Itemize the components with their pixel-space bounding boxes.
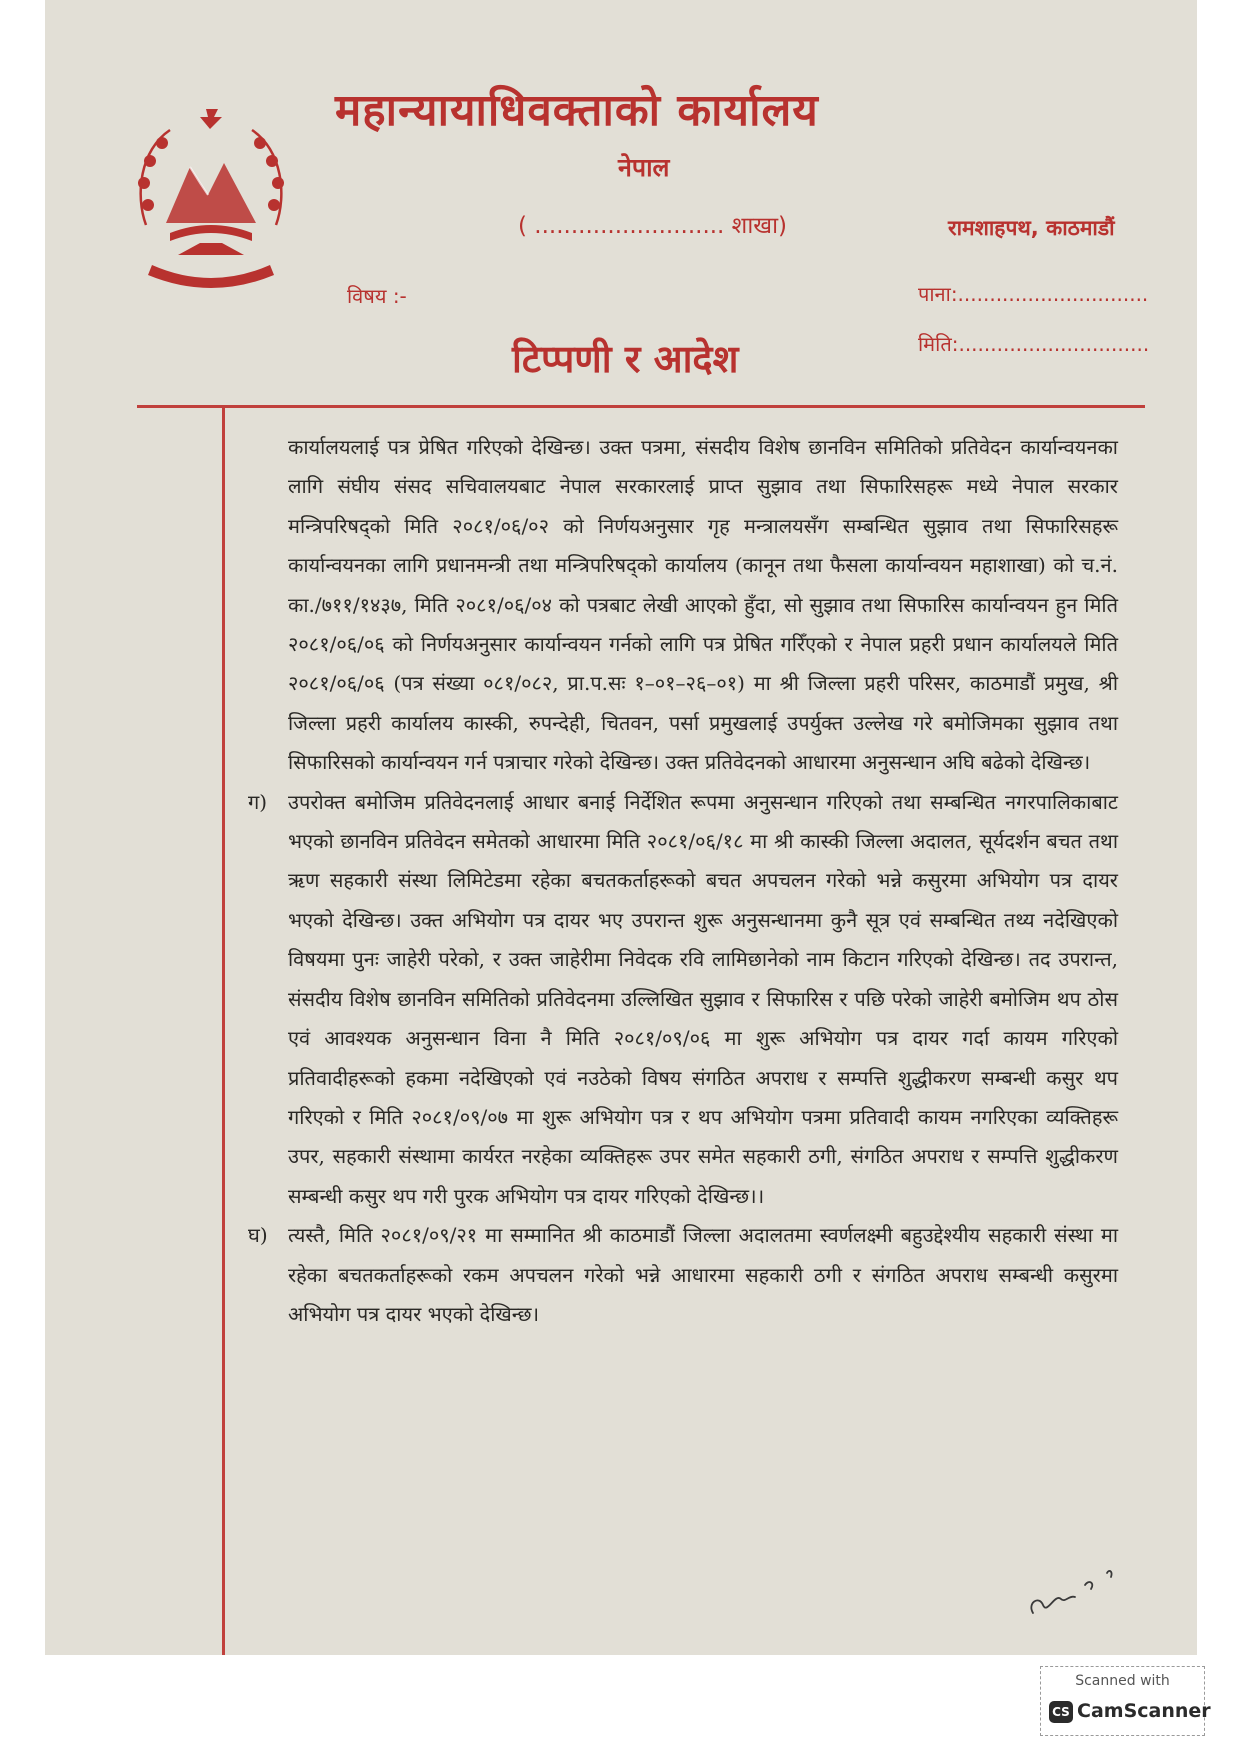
paragraph-text: त्यस्तै, मिति २०८१/०९/२१ मा सम्मानित श्री काठमाडौं जिल्ला अदालतमा स्वर्णलक्ष्मी बहुउद्देश्यीय सहकारी संस्था मा रहेका बचतकर्ताहरूको रकम अपचलन गरेको भन्ने आधारमा सहकारी ठगी र संगठित अपराध सम्बन्धी कसुरमा अभियोग पत्र दायर भएको देखिन्छ। — [288, 1223, 1118, 1326]
document-heading: टिप्पणी र आदेश — [512, 336, 739, 381]
camscanner-brand: CamScanner — [1077, 1700, 1211, 1722]
header-rule — [137, 405, 1145, 408]
branch-field: ( .......................... शाखा) — [518, 213, 788, 239]
camscanner-icon: CS — [1049, 1701, 1073, 1723]
subject-label: विषय :- — [347, 284, 407, 308]
paragraph-ga — [248, 783, 1118, 1216]
paragraph-text: उपरोक्त बमोजिम प्रतिवेदनलाई आधार बनाई निर्देशित रूपमा अनुसन्धान गरिएको तथा सम्बन्धित नगरपालिकाबाट भएको छानविन प्रतिवेदन समेतको आधारमा मिति २०८१/०६/१८ मा श्री कास्की जिल्ला अदालत, सूर्यदर्शन बचत तथा ऋण सहकारी संस्था लिमिटेडमा रहेका बचतकर्ताहरूको बचत अपचलन गरेको भन्ने कसुरमा अभियोग पत्र दायर भएको देखिन्छ। उक्त अभियोग पत्र दायर भए उपरान्त शुरू अनुसन्धानमा कुनै सूत्र एवं सम्बन्धित तथ्य नदेखिएको विषयमा पुनः जाहेरी परेको, र उक्त जाहेरीमा निवेदक रवि लामिछानेको नाम किटान गरिएको देखिन्छ। तद उपरान्त, संसदीय विशेष छानविन समितिको प्रतिवेदनमा उल्लिखित सुझाव र सिफारिस र पछि परेको जाहेरी बमोजिम थप ठोस एवं आवश्यक अनुसन्धान विना नै मिति २०८१/०९/०६ मा शुरू अभियोग पत्र दायर गर्दा कायम गरिएको प्रतिवादीहरूको हकमा नदेखिएको एवं नउठेको विषय संगठित अपराध र सम्पत्ति शुद्धीकरण सम्बन्धी कसुर थप गरिएको र मिति २०८१/०९/०७ मा शुरू अभियोग पत्र र थप अभियोग पत्रमा प्रतिवादी कायम नगरिएका व्यक्तिहरू उपर, सहकारी संस्थामा कार्यरत नरहेका व्यक्तिहरू उपर समेत सहकारी ठगी, संगठित अपराध र सम्पत्ति शुद्धीकरण सम्बन्धी कसुर थप गरी पुरक अभियोग पत्र दायर गरिएको देखिन्छ।। — [288, 789, 1118, 1208]
paragraph-marker: घ) — [248, 1223, 268, 1248]
page-number-field: पाना:.............................. — [918, 282, 1149, 306]
office-address: रामशाहपथ, काठमाडौं — [948, 216, 1115, 240]
paragraph-continuation: कार्यालयलाई पत्र प्रेषित गरिएको देखिन्छ। उक्त पत्रमा, संसदीय विशेष छानविन समितिको प्रतिवेदन कार्यान्वयनका लागि संघीय संसद सचिवालयबाट नेपाल सरकारलाई प्राप्त सुझाव तथा सिफारिसहरू मध्ये नेपाल सरकार मन्त्रिपरिषद्को मिति २०८१/०६/०२ को निर्णयअनुसार गृह मन्त्रालयसँग सम्बन्धित सुझाव तथा सिफारिसहरू कार्यान्वयनका लागि प्रधानमन्त्री तथा मन्त्रिपरिषद्को कार्यालय (कानून तथा फैसला कार्यान्वयन महाशाखा) को च.नं. का./७११/१४३७, मिति २०८१/०६/०४ को पत्रबाट लेखी आएकाे हुँदा, सो सुझाव तथा सिफारिस कार्यान्वयन हुन मिति २०८१/०६/०६ को निर्णयअनुसार कार्यान्वयन गर्नको लागि पत्र प्रेषित गरिँएको र नेपाल प्रहरी प्रधान कार्यालयले मिति २०८१/०६/०६ (पत्र संख्या ०८१/०८२, प्रा.प.सः १–०१–२६–०१) मा श्री जिल्ला प्रहरी परिसर, काठमाडौं प्रमुख, श्री जिल्ला प्रहरी कार्यालय कास्की, रुपन्देही, चितवन, पर्सा प्रमुखलाई उपर्युक्त उल्लेख गरे बमोजिमका सुझाव तथा सिफारिसको कार्यान्वयन गर्न पत्राचार गरेको देखिन्छ। उक्त प्रतिवेदनको आधारमा अनुसन्धान अघि बढेको देखिन्छ। — [288, 435, 1118, 775]
camscanner-badge — [1040, 1666, 1211, 1736]
note-body — [248, 428, 1118, 1334]
paragraph-gha — [248, 1216, 1118, 1334]
paragraph-marker: ग) — [248, 789, 268, 814]
scanned-with-text: Scanned with — [1075, 1673, 1170, 1689]
date-field: मिति:.............................. — [918, 332, 1150, 356]
margin-rule — [222, 405, 225, 1655]
nepal-emblem-icon — [130, 105, 292, 290]
signature-icon — [1025, 1565, 1130, 1620]
country-name: नेपाल — [618, 153, 670, 182]
office-title: महान्यायाधिवक्ताको कार्यालय — [335, 85, 819, 136]
